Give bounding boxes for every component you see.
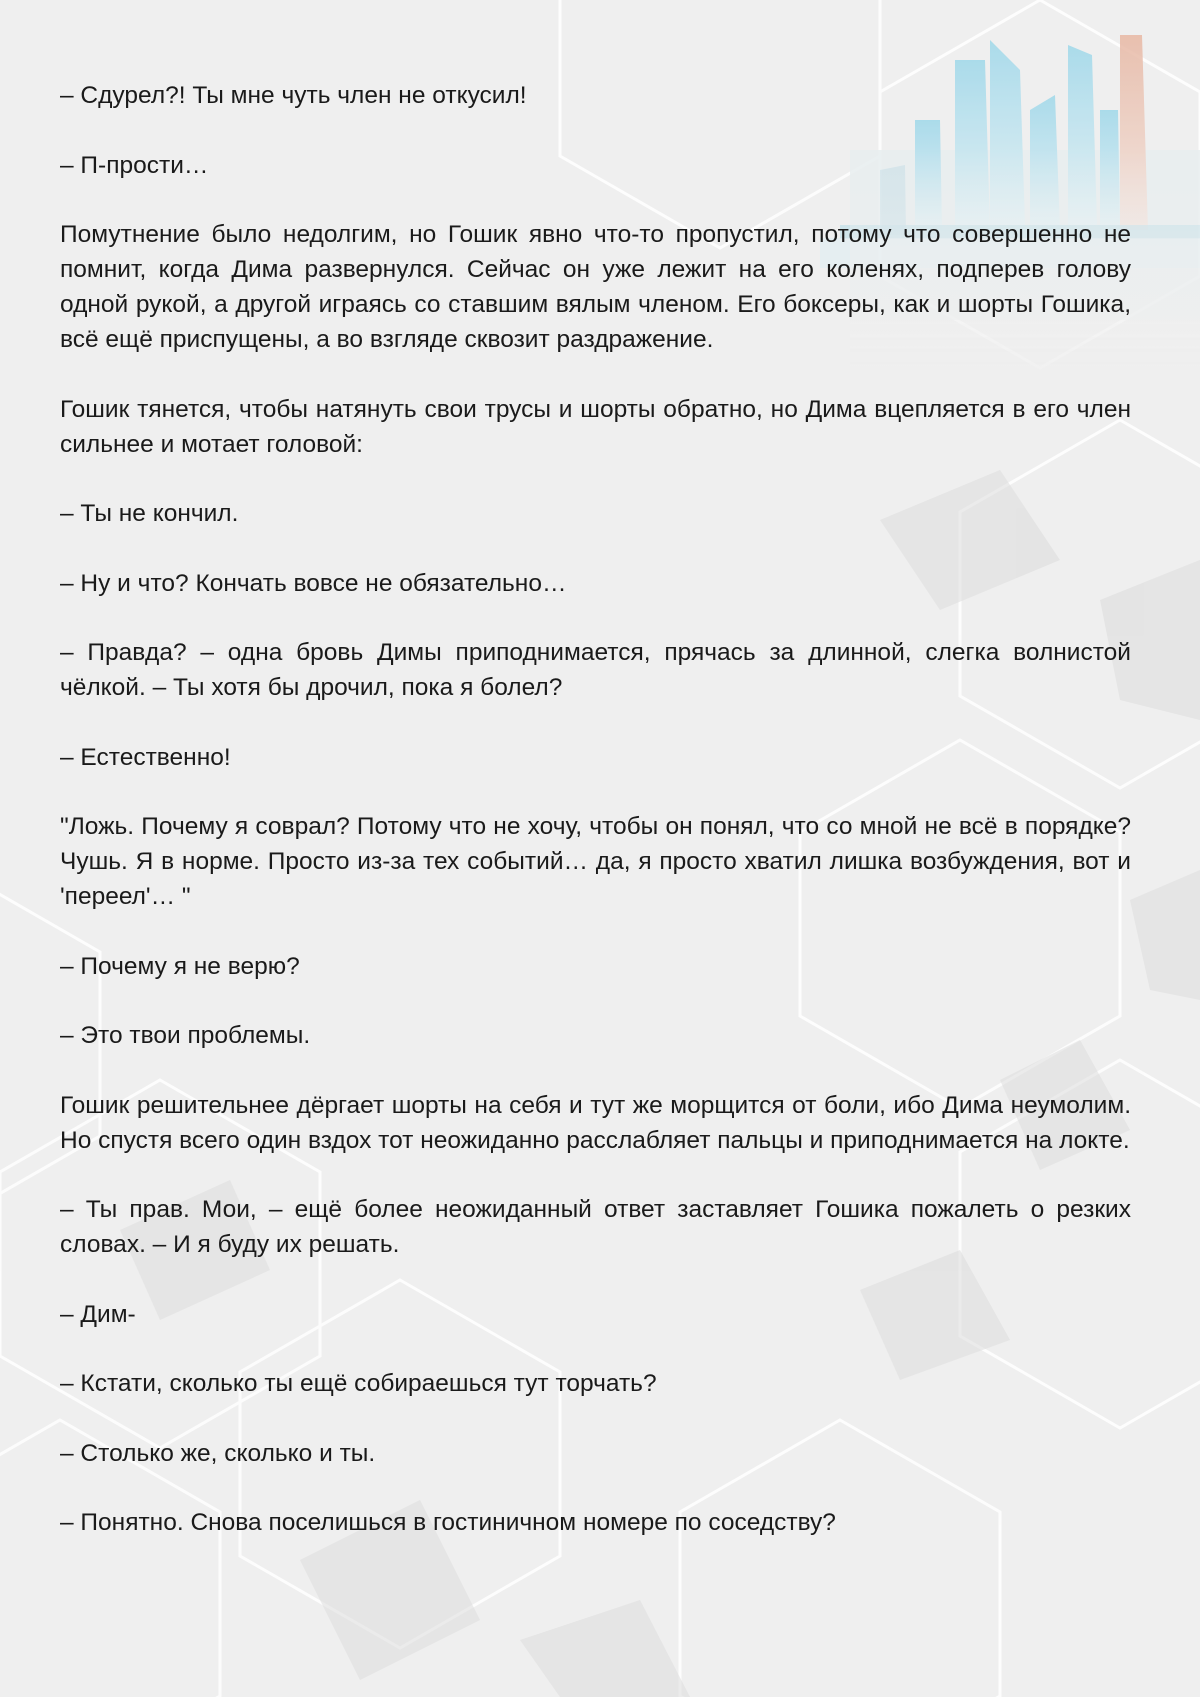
paragraph: – Ты прав. Мои, – ещё более неожиданный ответ заставляет Гошика пожалеть о резких словах. – И я буду их решать. [60, 1196, 1131, 1258]
paragraph: – Кстати, сколько ты ещё собираешься тут торчать? [60, 1370, 657, 1397]
paragraph: – Сдурел?! Ты мне чуть член не откусил! [60, 82, 527, 109]
paragraph: Гошик решительнее дёргает шорты на себя и тут же морщится от боли, ибо Дима неумолим. Но спустя всего один вздох тот неожиданно расслабляет пальцы и приподнимается на локте. [60, 1091, 1131, 1154]
paragraph: – П-прости… [60, 151, 209, 179]
paragraph: "Ложь. Почему я соврал? Потому что не хочу, чтобы он понял, что со мной не всё в порядке? Чушь. Я в норме. Просто из-за тех событий… да, я просто хватил лишка возбуждения, вот и 'переел'… " [60, 813, 1131, 910]
paragraph: – Почему я не верю? [60, 952, 300, 980]
paragraph: – Столько же, сколько и ты. [60, 1439, 376, 1467]
paragraph: – Ну и что? Кончать вовсе не обязательно… [60, 569, 567, 597]
paragraph: Помутнение было недолгим, но Гошик явно что-то пропустил, потому что совершенно не помнит, когда Дима развернулся. Сейчас он уже лежит на его коленях, подперев голову одной рукой, а другой играясь со ставшим вялым членом. Его боксеры, как и шорты Гошика, всё ещё приспущены, а во взгляде сквозит раздражение. [60, 221, 1131, 353]
paragraph: – Дим- [60, 1300, 136, 1328]
paragraph: – Ты не кончил. [60, 500, 239, 527]
paragraph: Гошик тянется, чтобы натянуть свои трусы и шорты обратно, но Дима вцепляется в его член сильнее и мотает головой: [60, 395, 1131, 458]
paragraph: – Понятно. Снова поселишься в гостиничном номере по соседству? [60, 1509, 836, 1536]
paragraph: – Это твои проблемы. [60, 1022, 311, 1049]
paragraph: – Естественно! [60, 743, 231, 771]
paragraph: – Правда? – одна бровь Димы приподнимается, прячась за длинной, слегка волнистой чёлкой. – Ты хотя бы дрочил, пока я болел? [60, 639, 1131, 701]
document-body [60, 78, 1131, 1575]
